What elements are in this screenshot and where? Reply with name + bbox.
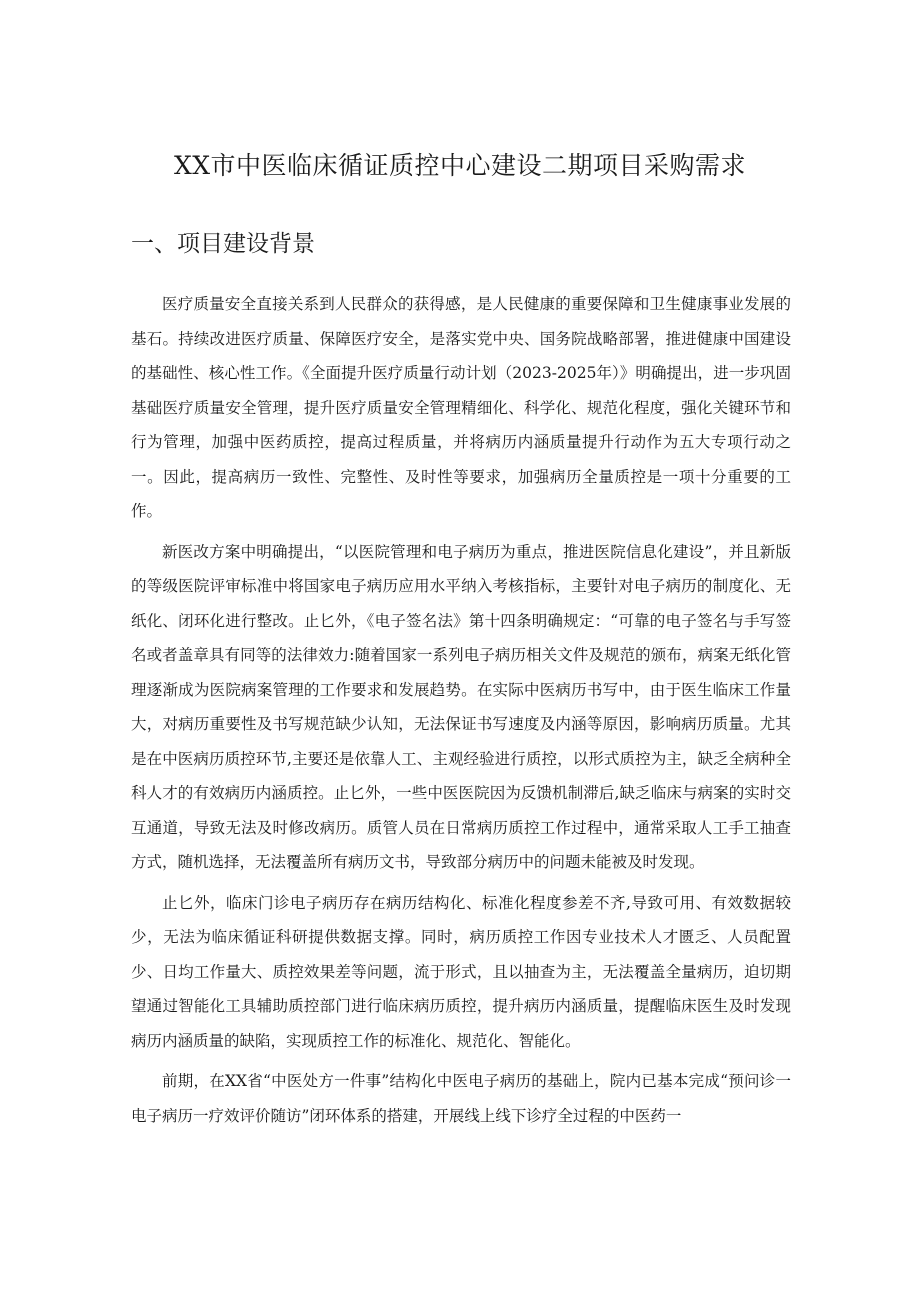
section-heading: 一、项目建设背景: [131, 231, 315, 257]
paragraph: 止匕外，临床门诊电子病历存在病历结构化、标准化程度参差不齐,导致可用、有效数据较少，无法为临床循证科研提供数据支撑。同时，病历质控工作因专业技术人才匮乏、人员配置少、日均工作量大、质控效果差等问题，流于形式，且以抽查为主，无法覆盖全量病历，迫切期望通过智能化工具辅助质控部门进行临床病历质控，提升病历内涵质量，提醒临床医生及时发现病历内涵质量的缺陷，实现质控工作的标准化、规范化、智能化。: [131, 893, 791, 1050]
paragraph: 新医改方案中明确提出，“以医院管理和电子病历为重点，推进医院信息化建设”，并且新版的等级医院评审标准中将国家电子病历应用水平纳入考核指标，主要针对电子病历的制度化、无纸化、闭环化进行整改。止匕外，《电子签名法》第十四条明确规定：“可靠的电子签名与手写签名或者盖章具有同等的法律效力:随着国家一系列电子病历相关文件及规范的颁布，病案无纸化管理逐渐成为医院病案管理的工作要求和发展趋势。在实际中医病历书写中，由于医生临床工作量大，对病历重要性及书写规范缺少认知，无法保证书写速度及内涵等原因，影响病历质量。尤其是在中医病历质控环节,主要还是依靠人工、主观经验进行质控，以形式质控为主，缺乏全病种全科人才的有效病历内涵质控。止匕外，一些中医医院因为反馈机制滞后,缺乏临床与病案的实时交互通道，导致无法及时修改病历。质管人员在日常病历质控工作过程中，通常采取人工手工抽查方式，随机选择，无法覆盖所有病历文书，导致部分病历中的问题未能被及时发现。: [131, 542, 791, 871]
document-body: [131, 287, 791, 1133]
document-title: XX市中医临床循证质控中心建设二期项目采购需求: [173, 151, 747, 180]
paragraph: 医疗质量安全直接关系到人民群众的获得感，是人民健康的重要保障和卫生健康事业发展的基石。持续改进医疗质量、保障医疗安全，是落实党中央、国务院战略部署，推进健康中国建设的基础性、核心性工作。《全面提升医疗质量行动计划（2023-2025年）》明确提出，进一步巩固基础医疗质量安全管理，提升医疗质量安全管理精细化、科学化、规范化程度，强化关键环节和行为管理，加强中医药质控，提高过程质量，并将病历内涵质量提升行动作为五大专项行动之一。因此，提高病历一致性、完整性、及时性等要求，加强病历全量质控是一项十分重要的工作。: [131, 295, 791, 520]
paragraph: 前期，在XX省“中医处方一件事”结构化中医电子病历的基础上，院内已基本完成“预问诊一电子病历一疗效评价随访”闭环体系的搭建，开展线上线下诊疗全过程的中医药一: [131, 1072, 791, 1125]
